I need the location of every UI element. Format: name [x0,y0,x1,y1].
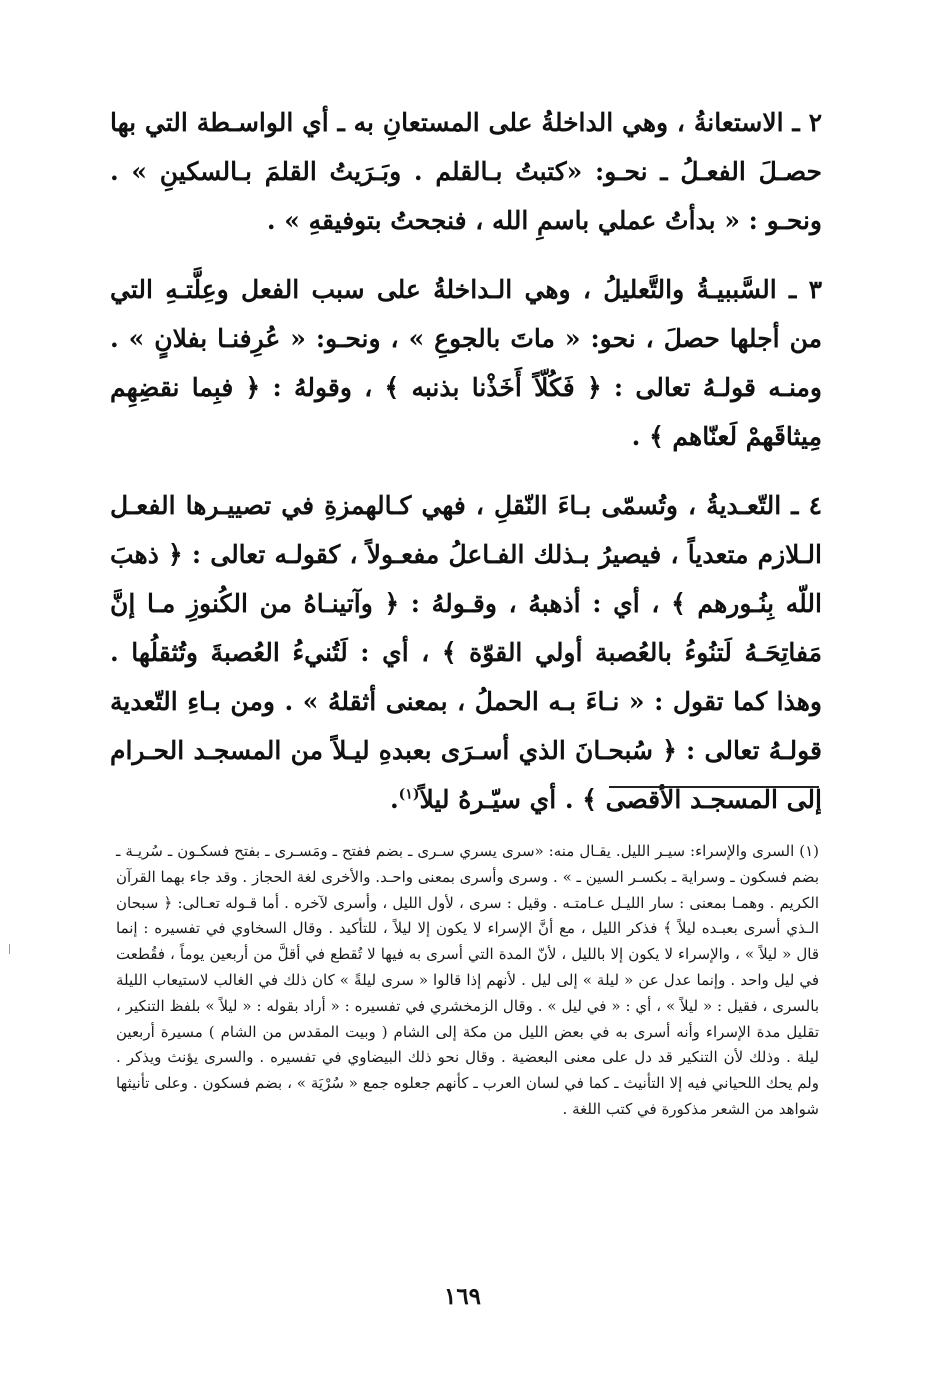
paragraph-tadiya-text: ٤ ـ التّعـديةُ ، وتُسمّى بـاءَ النّقلِ ، فهي كـالهمزةِ في تصييـرها الفعـل الـلازم متعدياً ، فيصيرُ بـذلك الفـاعلُ مفعـولاً ، كقولـه تعالى : ﴿ ذهبَ اللّه بِنُـورهم ﴾ ، أي : أذهبهُ ، وقـولهُ : ﴿ وآتينـاهُ من الكُنوزِ مـا إنَّ مَفاتِحَـهُ لَتنُوءُ بالعُصبة أولي القوّة ﴾ ، أي : لَتُنيءُ العُصبةَ وتُثقلُها . وهذا كما تقول : « نـاءَ بـه الحملُ ، بمعنى أثقلهُ » . ومن بـاءِ التّعدية قولـهُ تعالى : ﴿ سُبحـانَ الذي أسـرَى بعبدهِ ليـلاً من المسجـد الحـرام إلى المسجـد الأقصى ﴾ . أي سيّـرهُ ليلاً [110,491,822,814]
page-number: ١٦٩ [443,1283,482,1310]
footnote-separator [609,786,819,788]
footnote-text: (١) السرى والإسراء: سيـر الليل. يقـال منه: «سرى يسري سـرى ـ بضم ففتح ـ ومَسـرى ـ بفتح فسكـون ـ سُريـة ـ بضم فسكون ـ وسراية ـ بكسـر السين ـ » . وسرى وأسرى بمعنى واحـد. والأخرى لغة الحجاز . وقد جاء بهما القرآن الكريم . وهمـا بمعنى : سار الليـل عـامتـه . وقيل : سرى ، لأول الليل ، وأسرى لآخره . أما قـوله تعـالى: ﴿ سبحان الـذي أسرى بعبـده ليلاً ﴾ فذكر الليل ، مع أنَّ الإسراء لا يكون إلا ليلاً ، للتأكيد . وقال السخاوي في تفسيره : إنما قال « ليلاً » ، والإسراء لا يكون إلا بالليل ، لأنّ المدة التي أسرى به فيها لا تُقطع في أقلَّ من أربعين يوماً ، فقُطعت في ليل واحد . وإنما عدل عن « ليلة » إلى ليل . لأنهم إذا قالوا « سرى ليلةً » كان ذلك في الغالب لاستيعاب الليلة بالسرى ، فقيل : « ليلاً » ، أي : « في ليل » . وقال الزمخشري في تفسيره : « أراد بقوله : « ليلاً » بلفظ التنكير ، تقليل مدة الإسراء وأنه أسرى به في بعض الليل من مكة إلى الشام ( وبيت المقدس من الشام ) مسيرة أربعين ليلة . وذلك لأن التنكير قد دل على معنى البعضية . وقال نحو ذلك البيضاوي في تفسيره . والسرى يؤنث ويذكر . ولم يحك اللحياني فيه إلا التأنيث ـ كما في لسان العرب ـ كأنهم جعلوه جمع « سُرْيَة » ، بضم فسكون . وعلى تأنيثها شواهد من الشعر مذكورة في كتب اللغة . [116,842,819,1118]
paragraph-sababiyya: ٣ ـ السَّببيـةُ والتَّعليلُ ، وهي الـداخلةُ على سبب الفعل وعِلَّتـهِ التي من أجلها حصلَ ، نحو: « ماتَ بالجوعِ » ، ونحـو: « عُرِفنـا بفلانٍ » . ومنـه قولـهُ تعالى : ﴿ فَكُلّاً أَخَذْنا بذنبه ﴾ ، وقولهُ : ﴿ فبِما نقضِهِم مِيثاقَهمْ لَعنّاهم ﴾ . [110,275,822,451]
paragraph-tadiya: ٤ ـ التّعـديةُ ، وتُسمّى بـاءَ النّقلِ ، فهي كـالهمزةِ في تصييـرها الفعـل الـلازم متعدياً ، فيصيرُ بـذلك الفـاعلُ مفعـولاً ، كقولـه تعالى : ﴿ ذهبَ اللّه بِنُـورهم ﴾ ، أي : أذهبهُ ، وقـولهُ : ﴿ وآتينـاهُ من الكُنوزِ مـا إنَّ مَفاتِحَـهُ لَتنُوءُ بالعُصبة أولي القوّة ﴾ ، أي : لَتُنيءُ العُصبةَ وتُثقلُها . وهذا كما تقول : « نـاءَ بـه الحملُ ، بمعنى أثقلهُ » . ومن بـاءِ التّعدية قولـهُ تعالى : ﴿ سُبحـانَ الذي أسـرَى بعبدهِ ليـلاً من المسجـد الحـرام إلى المسجـد الأقصى ﴾ . أي سيّـرهُ ليلاً$^{(١)}$. [110,491,822,814]
main-text-body [110,98,822,824]
paragraph-istiana: ٢ ـ الاستعانةُ ، وهي الداخلةُ على المستعانِ به ـ أي الواسـطة التي بها حصـلَ الفعـلُ ـ نحـو: «كتبتُ بـالقلم . وبَـرَيتُ القلمَ بـالسكينِ » . ونحـو : « بدأتُ عملي باسمِ الله ، فنجحتُ بتوفيقهِ » . [110,108,822,235]
margin-mark [9,944,10,954]
footnote-reference: (١) [398,786,420,803]
footnote [116,839,819,1123]
